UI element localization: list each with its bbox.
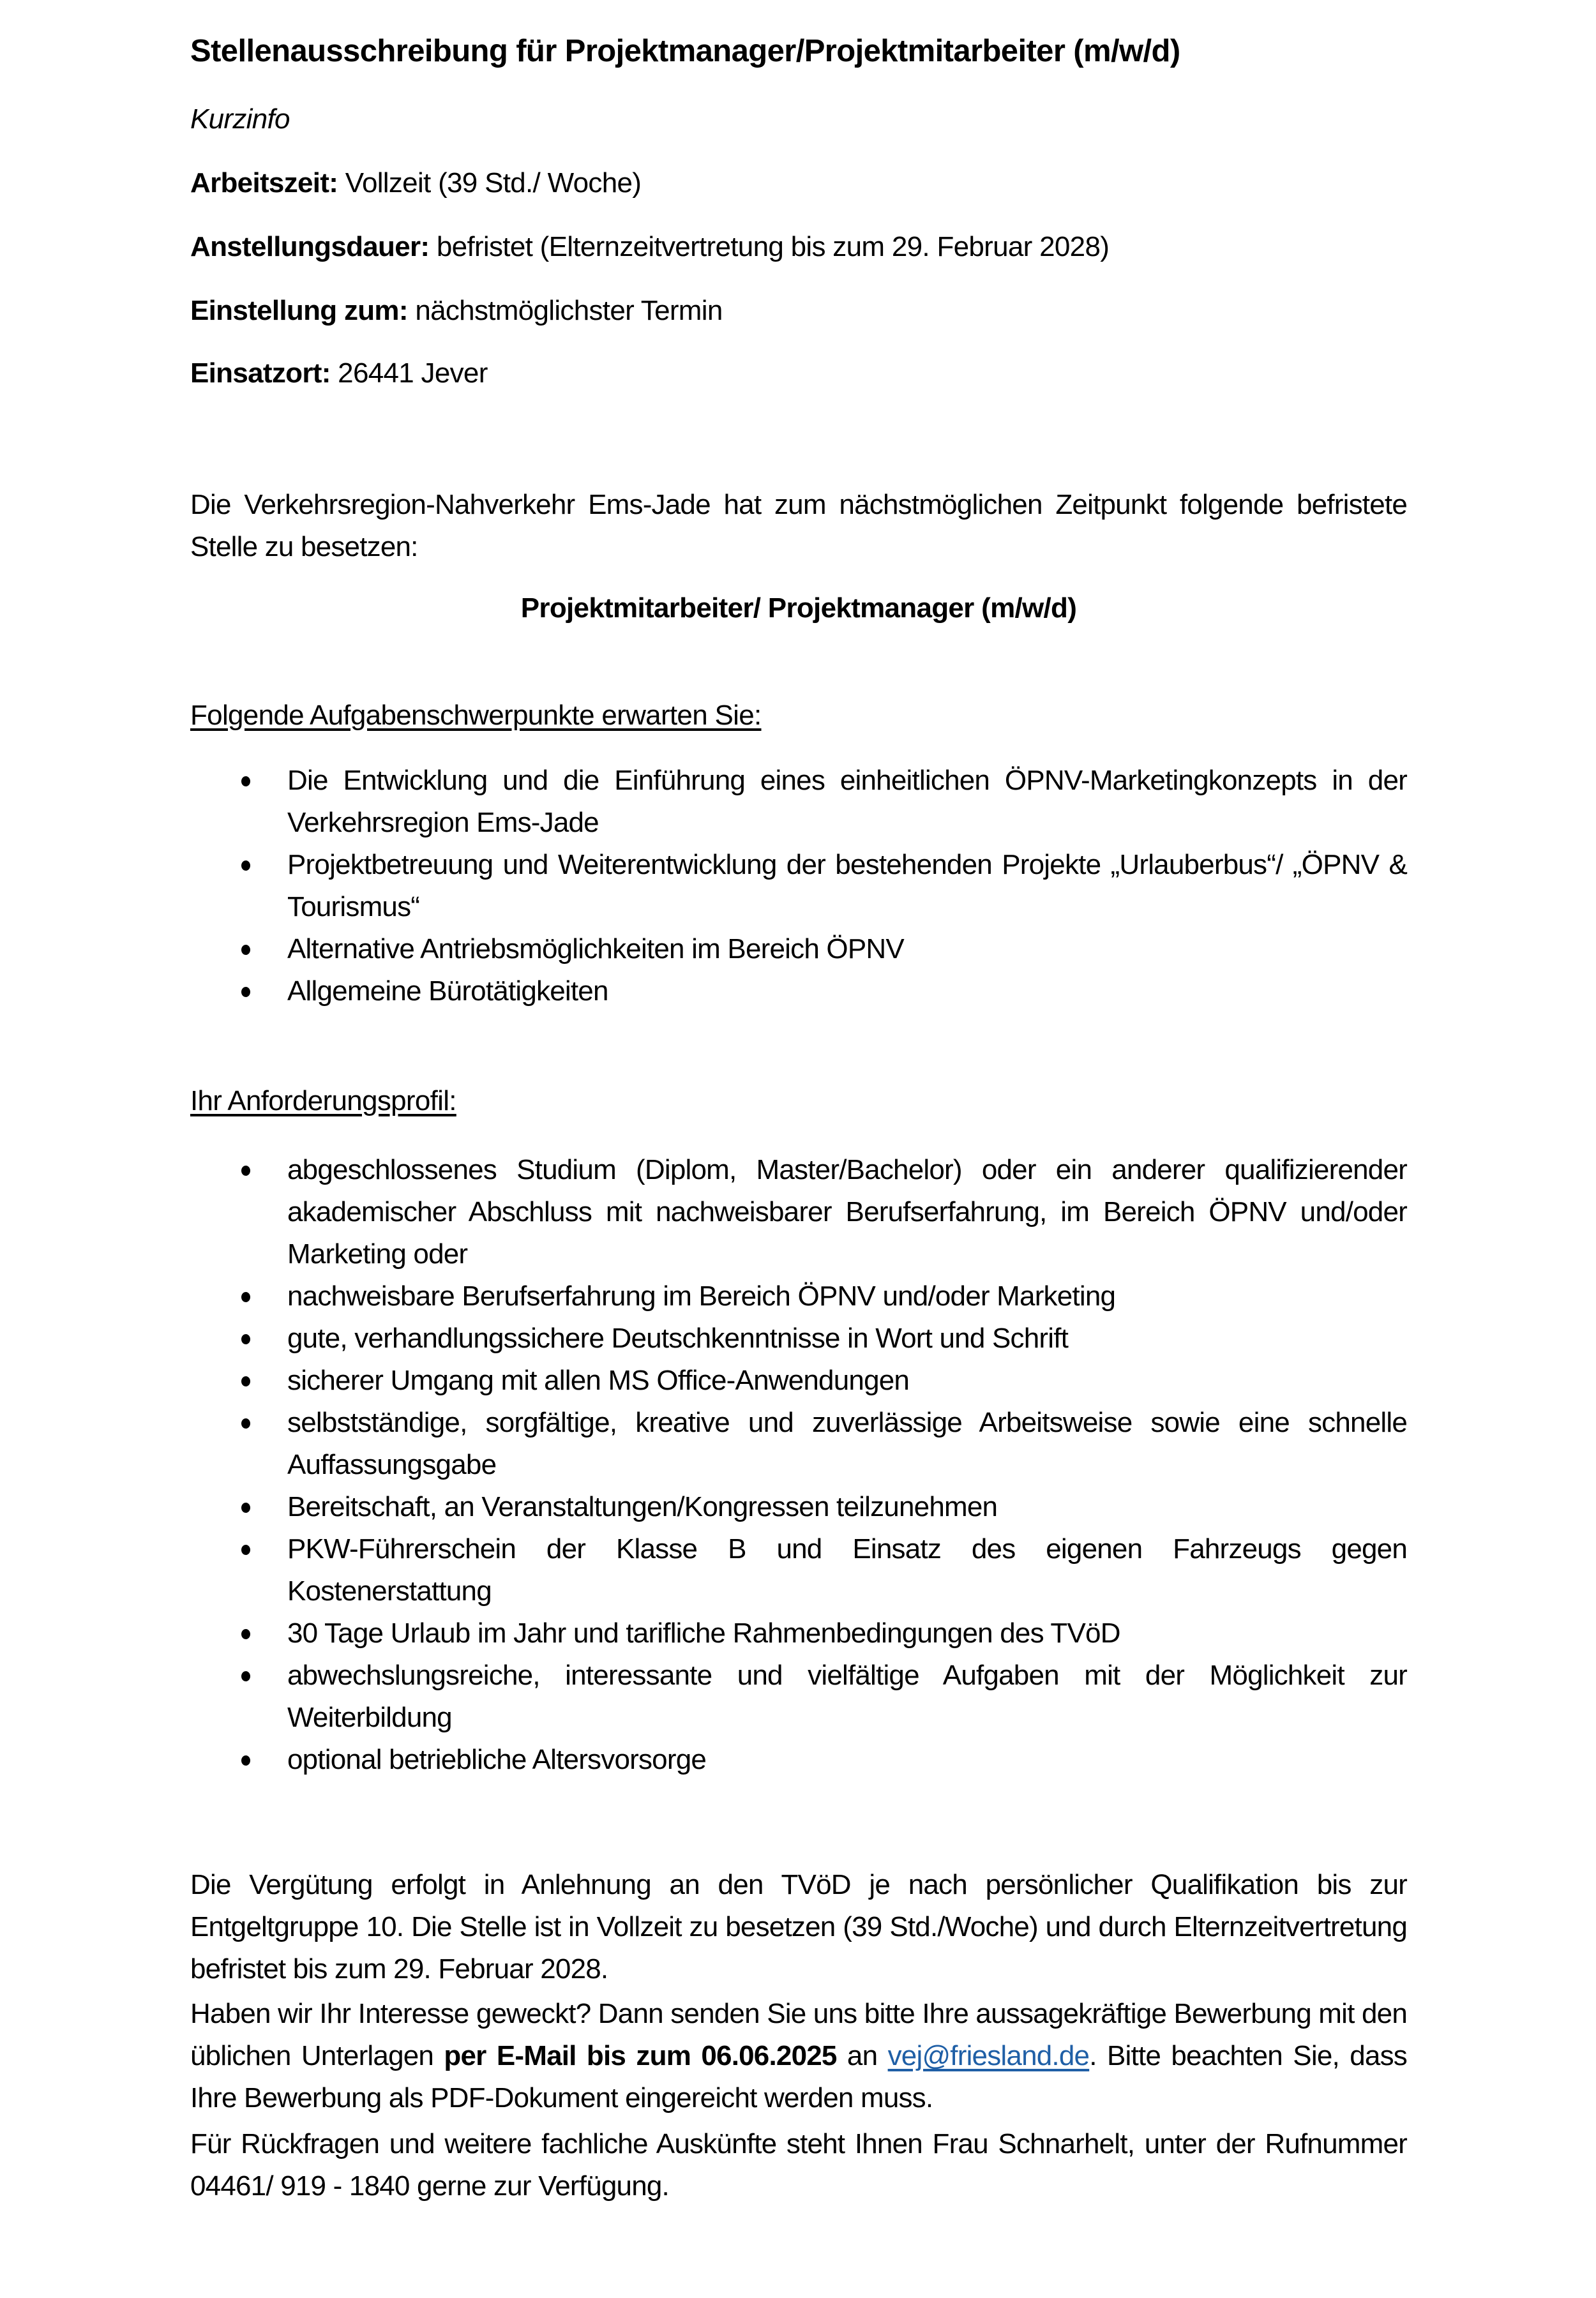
position-title: Projektmitarbeiter/ Projektmanager (m/w/d): [520, 592, 1077, 624]
bullet-icon: [241, 776, 250, 786]
profile-list: [190, 1149, 1407, 1781]
list-item: 30 Tage Urlaub im Jahr und tarifliche Rahmenbedingungen des TVöD: [190, 1612, 1407, 1655]
profile-heading: Ihr Anforderungsprofil:: [190, 1085, 456, 1116]
info-einsatzort: [190, 357, 488, 389]
kurzinfo-label: Kurzinfo: [190, 103, 290, 135]
bullet-icon: [241, 1545, 250, 1555]
bullet-icon: [241, 1292, 250, 1302]
email-link[interactable]: vej@friesland.de: [887, 2040, 1090, 2071]
apply-paragraph: Haben wir Ihr Interesse geweckt? Dann senden Sie uns bitte Ihre aussagekräftige Bewerbung mit den üblichen Unterlagen per E-Mail bis zum 06.06.2025 an vej@friesland.de. Bitte beachten Sie, dass Ihre Bewerbung als PDF-Dokument eingereicht werden muss.: [190, 1998, 1407, 2114]
bullet-icon: [241, 1671, 250, 1681]
list-item: gute, verhandlungssichere Deutschkenntnisse in Wort und Schrift: [190, 1318, 1407, 1360]
info-label: Einsatzort:: [190, 357, 331, 389]
bullet-icon: [241, 860, 250, 871]
info-arbeitszeit: [190, 167, 641, 199]
bullet-icon: [241, 1376, 250, 1386]
info-anstellungsdauer: [190, 231, 1109, 263]
tasks-list: [190, 760, 1407, 1012]
document-title: Stellenausschreibung für Projektmanager/Projektmitarbeiter (m/w/d): [190, 34, 1180, 68]
contact-paragraph: Für Rückfragen und weitere fachliche Auskünfte steht Ihnen Frau Schnarhelt, unter der Rufnummer 04461/ 919 - 1840 gerne zur Verfügung.: [190, 2128, 1407, 2202]
bullet-icon: [241, 1755, 250, 1766]
bullet-icon: [241, 1629, 250, 1639]
bullet-icon: [241, 1166, 250, 1176]
salary-paragraph: Die Vergütung erfolgt in Anlehnung an den TVöD je nach persönlicher Qualifikation bis zur Entgeltgruppe 10. Die Stelle ist in Vollzeit zu besetzen (39 Std./Woche) und durch Elternzeitvertretung befristet bis zum 29. Februar 2028.: [190, 1869, 1407, 1985]
intro-paragraph: Die Verkehrsregion-Nahverkehr Ems-Jade hat zum nächstmöglichen Zeitpunkt folgende befristete Stelle zu besetzen:: [190, 489, 1407, 562]
list-item: sicherer Umgang mit allen MS Office-Anwendungen: [190, 1360, 1407, 1402]
info-einstellung: [190, 295, 723, 327]
deadline-text: per E-Mail bis zum 06.06.2025: [444, 2040, 837, 2071]
list-item: PKW-Führerschein der Klasse B und Einsatz des eigenen Fahrzeugs gegen Kostenerstattung: [190, 1528, 1407, 1612]
list-item: Allgemeine Bürotätigkeiten: [190, 970, 1407, 1012]
tasks-heading: Folgende Aufgabenschwerpunkte erwarten Sie:: [190, 700, 762, 731]
list-item: Projektbetreuung und Weiterentwicklung der bestehenden Projekte „Urlauberbus“/ „ÖPNV & Tourismus“: [190, 844, 1407, 928]
info-value: befristet (Elternzeitvertretung bis zum 29. Februar 2028): [429, 231, 1110, 262]
list-item: selbstständige, sorgfältige, kreative und zuverlässige Arbeitsweise sowie eine schnelle Auffassungsgabe: [190, 1402, 1407, 1486]
list-item: optional betriebliche Altersvorsorge: [190, 1739, 1407, 1781]
info-label: Einstellung zum:: [190, 295, 408, 326]
list-item: abwechslungsreiche, interessante und vielfältige Aufgaben mit der Möglichkeit zur Weiterbildung: [190, 1655, 1407, 1739]
list-item: nachweisbare Berufserfahrung im Bereich ÖPNV und/oder Marketing: [190, 1275, 1407, 1318]
info-value: Vollzeit (39 Std./ Woche): [338, 167, 642, 199]
list-item: abgeschlossenes Studium (Diplom, Master/Bachelor) oder ein anderer qualifizierender akademischer Abschluss mit nachweisbarer Berufserfahrung, im Bereich ÖPNV und/oder Marketing oder: [190, 1149, 1407, 1275]
info-value: nächstmöglichster Termin: [407, 295, 723, 326]
bullet-icon: [241, 987, 250, 997]
bullet-icon: [241, 1503, 250, 1513]
info-label: Anstellungsdauer:: [190, 231, 430, 262]
info-label: Arbeitszeit:: [190, 167, 338, 199]
bullet-icon: [241, 1418, 250, 1429]
bullet-icon: [241, 1334, 250, 1344]
bullet-icon: [241, 945, 250, 955]
list-item: Bereitschaft, an Veranstaltungen/Kongressen teilzunehmen: [190, 1486, 1407, 1528]
info-value: 26441 Jever: [330, 357, 488, 389]
list-item: Alternative Antriebsmöglichkeiten im Bereich ÖPNV: [190, 928, 1407, 970]
list-item: Die Entwicklung und die Einführung eines einheitlichen ÖPNV-Marketingkonzepts in der Verkehrsregion Ems-Jade: [190, 760, 1407, 844]
